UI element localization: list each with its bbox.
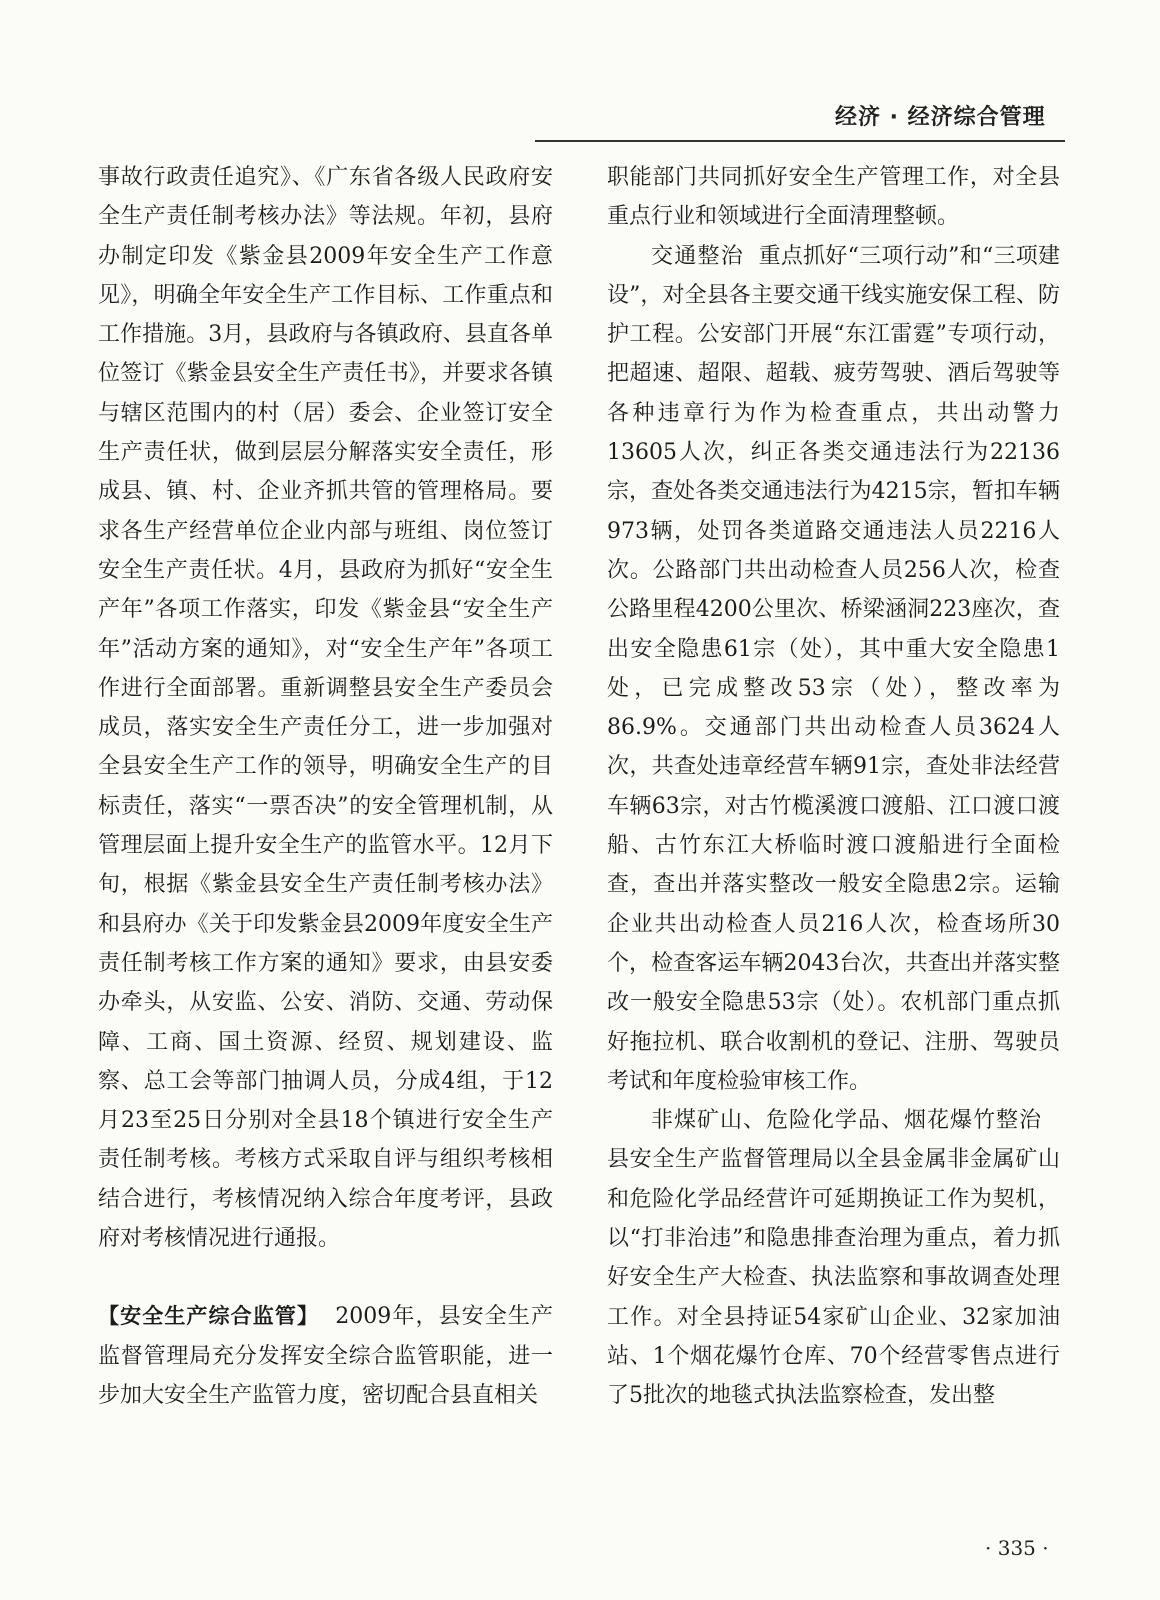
section-header-title: 经济 · 经济综合管理 bbox=[835, 105, 1046, 130]
paragraph-gap bbox=[98, 1258, 553, 1297]
right-paragraph-3: 县安全生产监督管理局以全县金属非金属矿山和危险化学品经营许可延期换证工作为契机，以“打非治违”和隐患排查治理为重点，着力抓好安全生产大检查、执法监察和事故调查处理工作。对全县持证54家矿山企业、32家加油站、1个烟花爆竹仓库、70个经营零售点进行了5批次的地毯式执法监察检查，发出整 bbox=[607, 1147, 1060, 1409]
header-rule bbox=[535, 140, 1065, 142]
section-body: 2009年，县安全生产监督管理局充分发挥安全综合监管职能，进一步加大安全生产监管力度，密切配合县直相关 bbox=[98, 1304, 553, 1408]
right-paragraph-1: 职能部门共同抓好安全生产管理工作，对全县重点行业和领域进行全面清理整顿。 bbox=[607, 165, 1060, 230]
left-column bbox=[98, 158, 553, 1415]
right-paragraph-2 bbox=[607, 237, 1060, 1102]
traffic-body: 重点抓好“三项行动”和“三项建设”，对全县各主要交通干线实施安保工程、防护工程。公安部门开展“东江雷霆”专项行动，把超速、超限、超载、疲劳驾驶、酒后驾驶等各种违章行为作为检查重点，共出动警力13605人次，纠正各类交通违法行为22136宗，查处各类交通违法行为4215宗，暂扣车辆973辆，处罚各类道路交通违法人员2216人次。公路部门共出动检查人员256人次，检查公路里程4200公里次、桥梁涵洞223座次，查出安全隐患61宗（处），其中重大安全隐患1处，已完成整改53宗（处），整改率为86.9%。交通部门共出动检查人员3624人次，共查处违章经营车辆91宗，查处非法经营车辆63宗，对古竹榄溪渡口渡船、江口渡口渡船、古竹东江大桥临时渡口渡船进行全面检查，查出并落实整改一般安全隐患2宗。运输企业共出动检查人员216人次，检查场所30个，检查客运车辆2043台次，共查出并落实整改一般安全隐患53宗（处）。农机部门重点抓好拖拉机、联合收割机的登记、注册、驾驶员考试和年度检验审核工作。 bbox=[607, 243, 1060, 1094]
subheading-mines-chemicals: 非煤矿山、危险化学品、烟花爆竹整治 bbox=[651, 1108, 1043, 1134]
left-paragraph-2 bbox=[98, 1297, 553, 1415]
page-number: · 335 · bbox=[985, 1536, 1049, 1560]
section-title: 【安全生产综合监管】 bbox=[98, 1304, 320, 1329]
right-column bbox=[607, 158, 1060, 1416]
left-paragraph-1: 事故行政责任追究》、《广东省各级人民政府安全生产责任制考核办法》等法规。年初，县府办制定印发《紫金县2009年安全生产工作意见》，明确全年安全生产工作目标、工作重点和工作措施。3月，县政府与各镇政府、县直各单位签订《紫金县安全生产责任书》，并要求各镇与辖区范围内的村（居）委会、企业签订安全生产责任状，做到层层分解落实安全责任，形成县、镇、村、企业齐抓共管的管理格局。要求各生产经营单位企业内部与班组、岗位签订安全生产责任状。4月，县政府为抓好“安全生产年”各项工作落实，印发《紫金县“安全生产年”活动方案的通知》，对“安全生产年”各项工作进行全面部署。重新调整县安全生产委员会成员，落实安全生产责任分工，进一步加强对全县安全生产工作的领导，明确安全生产的目标责任，落实“一票否决”的安全管理机制，从管理层面上提升安全生产的监管水平。12月下旬，根据《紫金县安全生产责任制考核办法》和县府办《关于印发紫金县2009年度安全生产责任制考核工作方案的通知》要求，由县安委办牵头，从安监、公安、消防、交通、劳动保障、工商、国土资源、经贸、规划建设、监察、总工会等部门抽调人员，分成4组，于12月23至25日分别对全县18个镇进行安全生产责任制考核。考核方式采取自评与组织考核相结合进行，考核情况纳入综合年度考评，县政府对考核情况进行通报。 bbox=[98, 165, 553, 1252]
subheading-traffic: 交通整治 bbox=[651, 243, 745, 269]
